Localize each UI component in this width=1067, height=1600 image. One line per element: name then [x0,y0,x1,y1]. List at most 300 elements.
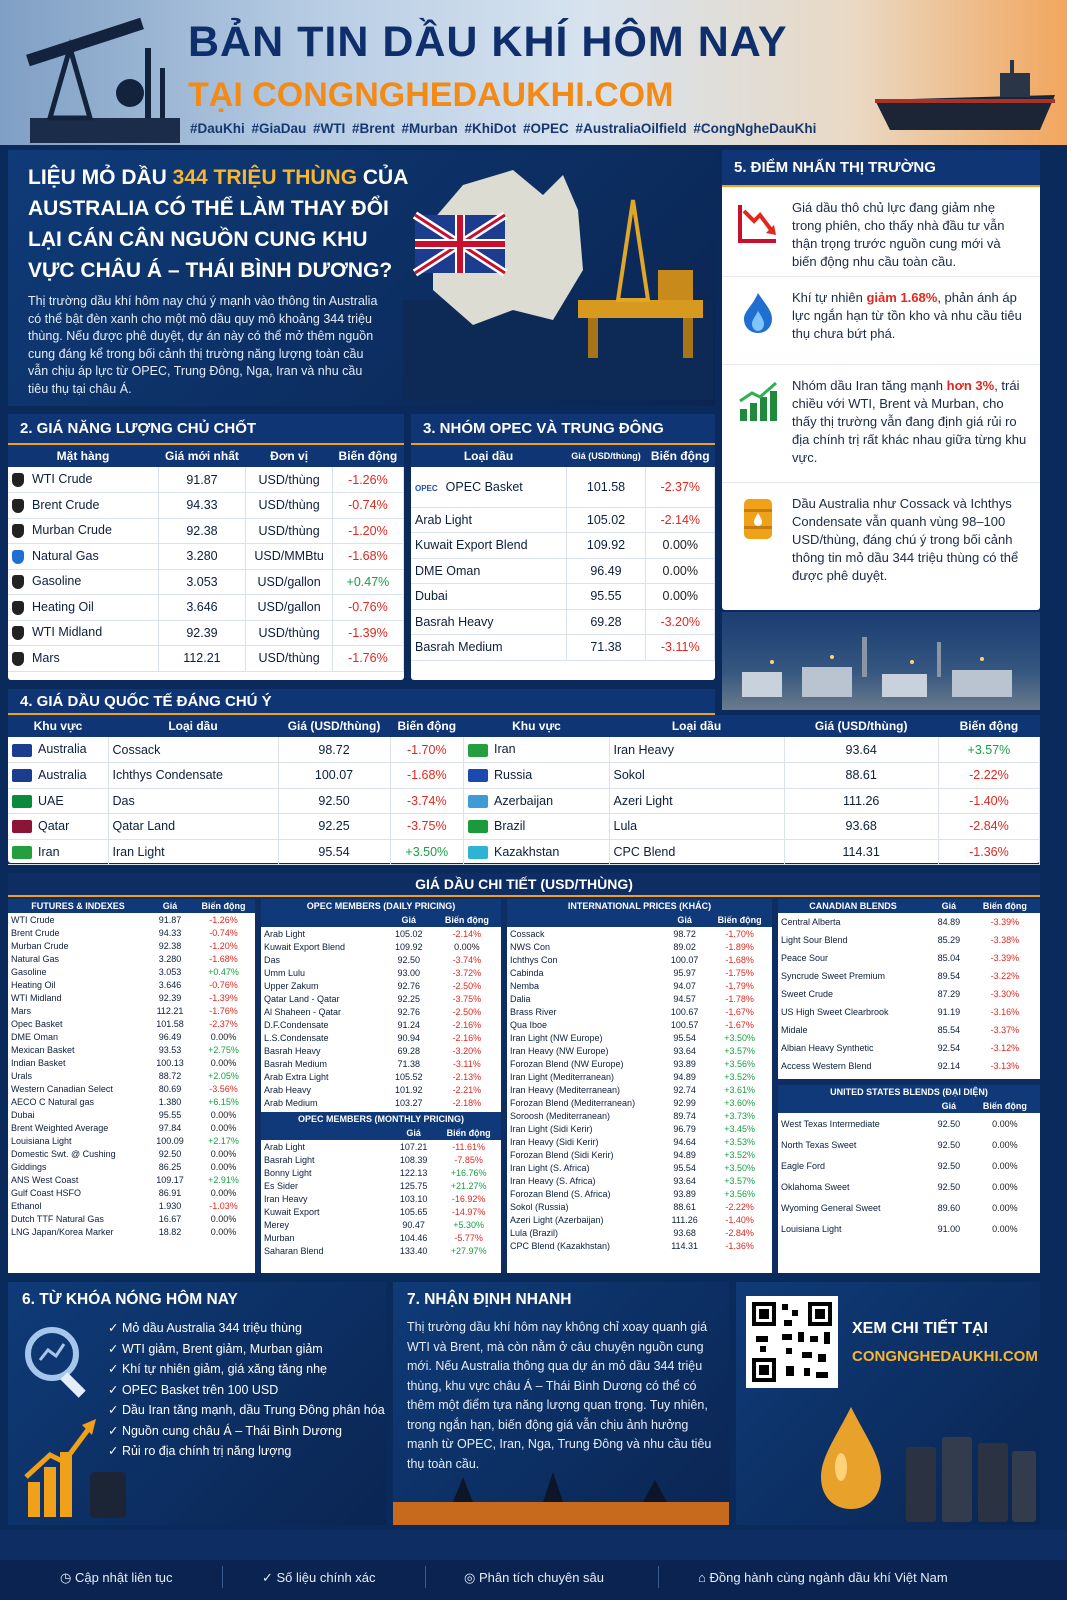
table-row [8,788,464,814]
chart-down-icon [736,201,780,245]
change-cell: 0.00% [646,533,715,559]
cta-panel [736,1282,1040,1525]
col-header: FUTURES & INDEXES [8,899,148,913]
table-row [261,1005,501,1018]
change-cell: -3.20% [452,1045,482,1056]
opec-members-tables [261,899,501,1273]
price-cell: 88.61 [784,763,938,789]
change-cell: +3.56% [724,1058,755,1069]
crude-name-cell: DME Oman [11,1031,59,1042]
price-cell: 93.53 [158,1044,182,1055]
crude-name-cell: Opec Basket [11,1018,63,1029]
crude-name-cell: Kuwait Export [264,1206,320,1217]
table-row [261,1153,501,1166]
price-cell: 91.87 [158,467,246,493]
region-cell: Iran [8,839,108,865]
crude-name-cell: LNG Japan/Korea Marker [11,1226,114,1237]
oil-drop-icon [12,652,24,666]
change-cell: +3.60% [724,1097,755,1108]
col-header: Biến động [332,445,403,467]
col-header: Giá [928,899,970,913]
price-cell: 93.64 [673,1175,696,1186]
crude-name-cell: Es Sider [264,1180,299,1191]
gas-flame-icon [12,550,24,564]
table-row [261,1057,501,1070]
table-row [8,1173,255,1186]
section4-header [8,689,715,715]
price-cell: 93.64 [673,1045,696,1056]
crude-name-cell: Arab Light [411,507,566,533]
unit-cell: USD/thùng [246,493,332,519]
page-footer [0,1530,1067,1600]
crude-name-cell: Natural Gas [11,953,60,964]
change-cell: +3.45% [724,1123,755,1134]
crude-name-cell: Upper Zakum [264,980,319,991]
price-cell: 133.40 [399,1245,428,1256]
table-row [8,1095,255,1108]
change-cell: 0.00% [210,1213,237,1224]
crude-type-cell: Das [108,788,278,814]
col-header: Loại dầu [609,715,784,737]
crude-name-cell: Saharan Blend [264,1245,324,1256]
unit-cell: USD/gallon [246,569,332,595]
col-header: Biến động [970,1099,1040,1113]
price-cell: 103.10 [399,1193,428,1204]
price-cell: 103.27 [395,1097,423,1108]
table-row [261,953,501,966]
crude-type-cell: Cossack [108,737,278,763]
table-row [778,1057,1040,1075]
crude-name-cell: Domestic Swt. @ Cushing [11,1148,116,1159]
price-cell: 92.38 [158,518,246,544]
highlight-item: Giá dầu thô chủ lực đang giảm nhẹ trong phiên, cho thấy nhà đầu tư vẫn thận trọng trước nguồn cung mới và biến động nhu cầu toàn cầu. [722,187,1040,277]
change-cell: -5.77% [454,1232,483,1243]
table-row [507,1070,772,1083]
change-cell: -1.39% [332,620,403,646]
crude-name-cell: Cossack [510,928,545,939]
price-cell: 86.91 [158,1187,182,1198]
qatar-flag-icon [12,820,32,833]
change-cell: +2.17% [208,1135,239,1146]
price-cell: 89.54 [937,971,961,981]
price-cell: 88.61 [673,1201,696,1212]
col-header: Biến động [938,715,1039,737]
crude-name-cell: Light Sour Blend [781,935,848,945]
table-row [8,737,464,763]
price-cell: 1.380 [158,1096,182,1107]
market-highlights-panel [722,150,1040,610]
table-row [507,1135,772,1148]
iran-flag-icon [12,846,32,859]
table-row [778,1134,1040,1155]
region-cell: Azerbaijan [464,788,609,814]
section-title: 6. TỪ KHÓA NÓNG HÔM NAY [22,1291,238,1308]
table-row [8,814,464,840]
table-row [507,1057,772,1070]
crude-name-cell: Eagle Ford [781,1160,826,1171]
table-row [507,1239,772,1252]
crude-name-cell: Western Canadian Select [11,1083,113,1094]
crude-name-cell: Basrah Medium [411,635,566,661]
table-row [8,1017,255,1030]
col-header: Biến động [646,445,715,467]
price-cell: 93.00 [397,967,421,978]
price-cell: 92.50 [278,788,390,814]
price-cell: 90.47 [402,1219,425,1230]
change-cell: -3.56% [209,1083,238,1094]
highlight-item: Nhóm dầu Iran tăng mạnh hơn 3%, trái chiều với WTI, Brent và Murban, cho thấy thị trường vẫn đang định giá rủi ro địa chính trị rất khác nhau giữa từng khu vực. [722,365,1040,483]
handshake-icon: ⌂ [698,1570,710,1585]
opec-prices-table [411,445,715,661]
price-cell: 92.54 [937,1043,961,1053]
change-cell: +2.91% [208,1174,239,1185]
change-cell: -1.36% [725,1240,754,1251]
table-row [8,467,404,493]
price-cell: 96.79 [673,1123,696,1134]
col-header: Giá [928,1099,970,1113]
australia-map-platform-illustration [403,160,713,400]
change-cell: 0.00% [454,941,480,952]
table-row [8,1030,255,1043]
crude-type-cell: Iran Heavy [609,737,784,763]
page-subtitle[interactable]: TẠI CONGNGHEDAUKHI.COM [188,76,674,114]
crude-type-cell: Qatar Land [108,814,278,840]
table-row [507,1213,772,1226]
table-row [261,1244,501,1257]
change-cell: -1.68% [390,763,463,789]
col-header: INTERNATIONAL PRICES (KHÁC) [507,899,772,913]
change-cell: -1.76% [209,1005,238,1016]
oilfield-silhouette [393,1472,729,1525]
price-cell: 3.646 [158,595,246,621]
lead-title: LIỆU MỎ DẦU 344 TRIỆU THÙNG CỦA AUSTRALIA CÓ THỂ LÀM THAY ĐỔI LẠI CÁN CÂN NGUỒN CUNG KHU VỰC CHÂU Á – THÁI BÌNH DƯƠNG? [28,166,408,282]
table-row [8,646,404,672]
crude-name-cell: Gulf Coast HSFO [11,1187,82,1198]
change-cell: -1.20% [209,940,238,951]
table-row [261,1083,501,1096]
col-header: Giá [391,1126,436,1140]
table-row [8,839,464,865]
table-row [261,1231,501,1244]
change-cell: -3.72% [452,967,482,978]
commodity-name-cell: WTI Crude [8,467,158,493]
intl-prices-table-right [464,715,1040,865]
table-row [261,992,501,1005]
crude-name-cell: Iran Heavy (S. Africa) [510,1175,596,1186]
col-header: CANADIAN BLENDS [778,899,928,913]
change-cell: +3.73% [724,1110,755,1121]
change-cell: -1.40% [938,788,1039,814]
price-cell: 86.25 [158,1161,182,1172]
price-cell: 94.33 [158,493,246,519]
crude-name-cell: Iran Light (Sidi Kerir) [510,1123,593,1134]
cta-site-link[interactable]: CONGNGHEDAUKHI.COM [852,1348,1038,1365]
table-row [8,1108,255,1121]
change-cell: -1.78% [725,993,754,1004]
table-row [8,1134,255,1147]
price-cell: 111.26 [784,788,938,814]
crude-name-cell: Forozan Blend (S. Africa) [510,1188,611,1199]
clock-icon: ◷ [60,1570,75,1585]
change-cell: -3.13% [990,1061,1020,1071]
crude-name-cell: Ichthys Con [510,954,558,965]
crude-name-cell: Wyoming General Sweet [781,1202,881,1213]
table-row [8,1147,255,1160]
price-cell: 92.39 [158,992,182,1003]
crude-name-cell: Kuwait Export Blend [411,533,566,559]
change-cell: 0.00% [992,1139,1018,1150]
change-cell: -3.39% [990,917,1020,927]
price-cell: 85.04 [937,953,961,963]
price-cell: 122.13 [399,1167,428,1178]
change-cell: 0.00% [992,1202,1018,1213]
price-cell: 109.92 [395,941,423,952]
change-cell: +3.50% [724,1032,755,1043]
col-header: Loại dầu [108,715,278,737]
crude-name-cell: Sweet Crude [781,989,834,999]
change-cell: -0.74% [332,493,403,519]
table-row [8,1212,255,1225]
page-title: BẢN TIN DẦU KHÍ HÔM NAY [188,18,788,66]
section-title: GIÁ DẦU CHI TIẾT (USD/THÙNG) [8,873,1040,897]
change-cell: -3.75% [452,993,482,1004]
table-row [8,595,404,621]
price-cell: 98.72 [673,928,696,939]
change-cell: +3.52% [724,1071,755,1082]
change-cell: +0.47% [208,966,239,977]
table-row [8,620,404,646]
table-row [507,966,772,979]
table-row [8,991,255,1004]
crude-name-cell: Brent Crude [11,927,60,938]
price-cell: 93.89 [673,1058,696,1069]
crude-name-cell: Syncrude Sweet Premium [781,971,886,981]
table-row [8,939,255,952]
change-cell: +27.97% [450,1245,487,1256]
price-cell: 16.67 [158,1213,182,1224]
footer-item: ◷ Cập nhật liên tục [60,1570,173,1585]
change-cell: -7.85% [454,1154,483,1165]
crude-type-cell: Azeri Light [609,788,784,814]
change-cell: +3.50% [724,1162,755,1173]
price-cell: 92.99 [673,1097,696,1108]
price-cell: 88.72 [158,1070,182,1081]
region-cell: Qatar [8,814,108,840]
crude-name-cell: Kuwait Export Blend [264,941,346,952]
crude-name-cell: NWS Con [510,941,551,952]
change-cell: -2.50% [452,980,482,991]
region-cell: UAE [8,788,108,814]
crude-name-cell: Brent Weighted Average [11,1122,109,1133]
price-cell: 92.39 [158,620,246,646]
price-cell: 85.54 [937,1025,961,1035]
table-row [261,979,501,992]
table-row [8,569,404,595]
table-row [261,1218,501,1231]
canadian-blends-table [778,899,1040,1079]
price-cell: 92.25 [397,993,421,1004]
qr-code-icon[interactable] [746,1296,838,1388]
crude-name-cell: Central Alberta [781,917,841,927]
commodity-name-cell: Mars [8,646,158,672]
change-cell: -2.13% [452,1071,482,1082]
crude-name-cell: Louisiana Light [11,1135,72,1146]
change-cell: 0.00% [992,1160,1018,1171]
crude-name-cell: Qatar Land - Qatar [264,993,340,1004]
col-header: Giá (USD/thùng) [278,715,390,737]
price-cell: 3.646 [158,979,182,990]
price-cell: 93.68 [784,814,938,840]
crude-name-cell: WTI Crude [11,914,55,925]
table-row [507,1161,772,1174]
crude-name-cell: Azeri Light (Azerbaijan) [510,1214,604,1225]
change-cell: -1.75% [725,967,754,978]
refinery-image [722,612,1040,710]
table-row [464,839,1040,865]
crude-name-cell: Mexican Basket [11,1044,75,1055]
price-cell: 91.19 [937,1007,961,1017]
crude-name-cell: CPC Blend (Kazakhstan) [510,1240,611,1251]
change-cell: -2.22% [938,763,1039,789]
table-row [8,926,255,939]
change-cell: 0.00% [210,1187,237,1198]
unit-cell: USD/thùng [246,646,332,672]
crude-type-cell: Sokol [609,763,784,789]
change-cell: +3.61% [724,1084,755,1095]
col-header: Khu vực [8,715,108,737]
price-cell: 1.930 [158,1200,182,1211]
table-row [411,558,715,584]
crude-name-cell: Gasoline [11,966,47,977]
change-cell: +2.05% [208,1070,239,1081]
table-row [778,1176,1040,1197]
change-cell: +3.57% [938,737,1039,763]
table-row [507,940,772,953]
australia-flag-icon [12,769,32,782]
col-header: Giá (USD/thùng) [566,445,646,467]
crude-name-cell: OPEC OPEC Basket [411,467,566,507]
crude-name-cell: Albian Heavy Synthetic [781,1043,874,1053]
change-cell: -3.22% [990,971,1020,981]
table-row [261,1096,501,1109]
price-cell: 105.02 [395,928,423,939]
table-row [8,1004,255,1017]
change-cell: -3.75% [390,814,463,840]
check-badge-icon: ✓ [262,1570,277,1585]
crude-type-cell: Ichthys Condensate [108,763,278,789]
change-cell: -3.39% [990,953,1020,963]
quick-analysis-panel [393,1282,729,1525]
change-cell: -16.92% [451,1193,486,1204]
crude-name-cell: Basrah Heavy [411,609,566,635]
table-row [464,788,1040,814]
tanker-ship-icon [870,55,1060,140]
table-row [778,1113,1040,1134]
crude-name-cell: Sokol (Russia) [510,1201,569,1212]
keyword-item: ✓ Dầu Iran tăng mạnh, dầu Trung Đông phân hóa [108,1400,385,1421]
change-cell: +2.75% [208,1044,239,1055]
col-header: Giá mới nhất [158,445,246,467]
commodity-name-cell: Natural Gas [8,544,158,570]
price-cell: 100.13 [156,1057,184,1068]
change-cell: -2.21% [452,1084,482,1095]
price-cell: 3.280 [158,953,182,964]
change-cell: -2.14% [646,507,715,533]
crude-name-cell: Indian Basket [11,1057,66,1068]
change-cell: -1.26% [332,467,403,493]
table-row [778,1021,1040,1039]
change-cell: 0.00% [992,1181,1018,1192]
col-header: UNITED STATES BLENDS (ĐẠI DIỆN) [778,1085,1040,1099]
change-cell: -2.18% [452,1097,482,1108]
iran-flag-icon [468,744,488,757]
crude-name-cell: DME Oman [411,558,566,584]
crude-name-cell: Iran Heavy [264,1193,308,1204]
crude-name-cell: Basrah Medium [264,1058,328,1069]
change-cell: -1.36% [938,839,1039,865]
price-cell: 18.82 [158,1226,182,1237]
price-cell: 3.053 [158,966,182,977]
keyword-item: ✓ Mỏ dầu Australia 344 triệu thùng [108,1318,385,1339]
change-cell: +3.52% [724,1149,755,1160]
table-row [507,1148,772,1161]
price-cell: 69.28 [566,609,646,635]
table-row [411,507,715,533]
price-cell: 92.50 [937,1160,961,1171]
price-cell: 91.24 [397,1019,421,1030]
price-cell: 100.67 [670,1006,699,1017]
crude-name-cell: Dubai [411,584,566,610]
pumpjack-icon [10,8,180,143]
crude-name-cell: Iran Heavy (Mediterranean) [510,1084,621,1095]
lead-body: Thị trường dầu khí hôm nay chú ý mạnh vào thông tin Australia có thể bật đèn xanh cho một mỏ dầu quy mô khoảng 344 triệu thùng. Nếu được phê duyệt, dự án này có thể mở thêm nguồn cung đáng kể trong bối cảnh thị trường năng lượng toàn cầu vẫn chịu áp lực từ OPEC, Trung Đông, Nga, Iran và nhu cầu tiêu thụ tại châu Á. [28,294,378,396]
unit-cell: USD/gallon [246,595,332,621]
change-cell: -3.11% [452,1058,481,1069]
australia-flag-icon [12,744,32,757]
price-cell: 114.31 [784,839,938,865]
col-header: Khu vực [464,715,609,737]
change-cell: +5.30% [453,1219,484,1230]
price-cell: 101.58 [566,467,646,507]
table-row [778,1003,1040,1021]
change-cell: -1.68% [209,953,238,964]
change-cell: -2.37% [209,1018,238,1029]
price-cell: 71.38 [397,1058,421,1069]
col-header: OPEC MEMBERS (DAILY PRICING) [261,899,501,913]
price-cell: 94.89 [673,1071,696,1082]
highlight-item: Dầu Australia như Cossack và Ichthys Condensate vẫn quanh vùng 98–100 USD/thùng, đáng chú ý trong bối cảnh thông tin mỏ dầu 344 triệu thùng có thể được phê duyệt. [722,483,1040,599]
crude-name-cell: ANS West Coast [11,1174,79,1185]
table-row [261,1070,501,1083]
section-title: 5. ĐIỂM NHẤN THỊ TRƯỜNG [722,150,1040,187]
crude-name-cell: Basrah Light [264,1154,315,1165]
azerbaijan-flag-icon [468,795,488,808]
crude-name-cell: Arab Medium [264,1097,318,1108]
table-row [261,1205,501,1218]
change-cell: -0.76% [332,595,403,621]
change-cell: -1.20% [332,518,403,544]
table-row [261,1140,501,1153]
price-cell: 92.50 [937,1139,961,1150]
unit-cell: USD/thùng [246,620,332,646]
region-cell: Russia [464,763,609,789]
table-row [8,1160,255,1173]
footer-item: ⌂ Đồng hành cùng ngành dầu khí Việt Nam [698,1570,948,1585]
crude-name-cell: Dutch TTF Natural Gas [11,1213,104,1224]
oil-drop-icon [12,473,24,487]
price-cell: 109.92 [566,533,646,559]
col-header: Biến động [707,913,772,927]
